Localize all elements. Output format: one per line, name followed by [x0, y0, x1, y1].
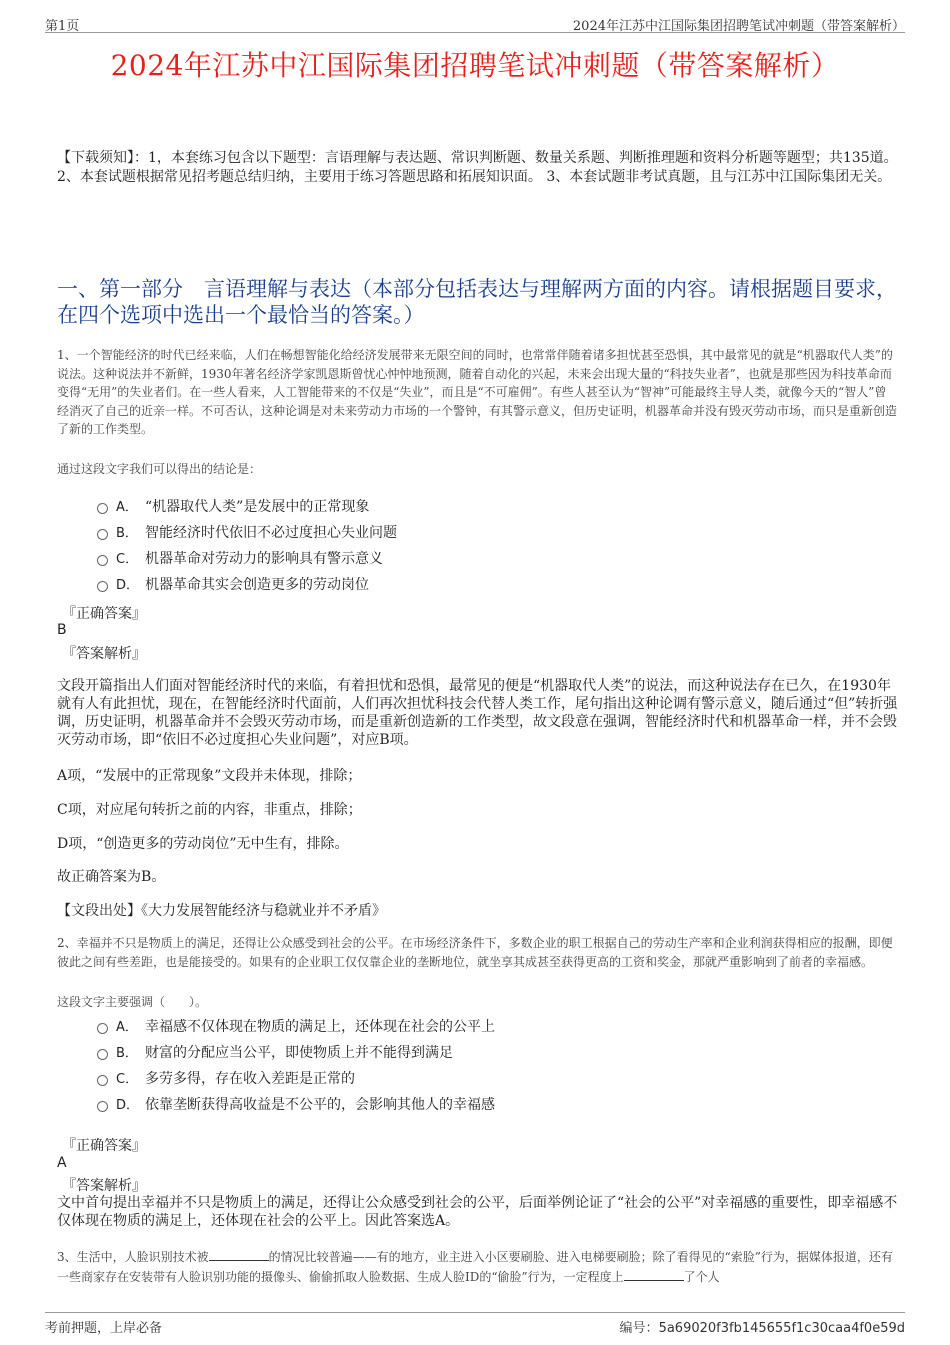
q3-blank-2 — [624, 1269, 684, 1281]
q1-note-d: D项，“创造更多的劳动岗位”无中生有，排除。 — [57, 836, 349, 852]
header-doc-title: 2024年江苏中江国际集团招聘笔试冲刺题（带答案解析） — [572, 19, 905, 34]
q1-conclusion: 故正确答案为B。 — [57, 869, 166, 885]
q2-analysis-label: 『答案解析』 — [62, 1178, 146, 1194]
q1-analysis: 文段开篇指出人们面对智能经济时代的来临，有着担忧和恐惧，最常见的便是“机器取代人类”的说法，而这种说法存在已久，在1930年就有人有此担忧，现在，在智能经济时代面前，人们再次担忧科技会代替人类工作，尾句指出这种论调有警示意义，随后通过“但”转折强调，历史证明，机器革命并不会毁灭劳动市场，而是重新创造新的工作类型，故文段意在强调，智能经济时代和机器革命一样，并不会毁灭劳动市场，即“依旧不必过度担心失业问题”，对应B项。 — [57, 678, 898, 748]
q2-analysis: 文中首句提出幸福并不只是物质上的满足，还得让公众感受到社会的公平，后面举例论证了“社会的公平”对幸福感的重要性，即幸福感不仅体现在物质的满足上，还体现在社会的公平上。因此答案选A。 — [57, 1195, 898, 1229]
radio-icon[interactable] — [97, 1075, 108, 1086]
radio-icon[interactable] — [97, 1023, 108, 1034]
radio-icon[interactable] — [97, 555, 108, 566]
radio-icon[interactable] — [97, 503, 108, 514]
radio-icon[interactable] — [97, 581, 108, 592]
radio-icon[interactable] — [97, 1049, 108, 1060]
q2-stem: 2、幸福并不只是物质上的满足，还得让公众感受到社会的公平。在市场经济条件下，多数企业的职工根据自己的劳动生产率和企业利润获得相应的报酬，即便彼此之间有些差距，也是能接受的。如果有的企业职工仅仅靠企业的垄断地位，就坐享其成甚至获得更高的工资和奖金，那就严重影响到了前者的幸福感。 — [57, 936, 893, 969]
q1-note-a: A项，“发展中的正常现象”文段并未体现，排除； — [57, 768, 362, 784]
q3-blank-1 — [209, 1249, 269, 1261]
q1-answer: B — [57, 622, 67, 638]
q1-answer-label: 『正确答案』 — [62, 606, 146, 622]
section-title: 一、第一部分 言语理解与表达（本部分包括表达与理解两方面的内容。请根据题目要求，在四个选项中选出一个最恰当的答案。） — [57, 277, 897, 327]
page-number: 第1页 — [45, 19, 80, 34]
page-footer — [45, 1312, 905, 1335]
q1-note-c: C项，对应尾句转折之前的内容，非重点，排除； — [57, 802, 362, 818]
q1-stem: 1、一个智能经济的时代已经来临，人们在畅想智能化给经济发展带来无限空间的同时，也常常伴随着诸多担忧甚至恐惧，其中最常见的就是“机器取代人类”的说法。这种说法并不新鲜，1930年著名经济学家凯恩斯曾忧心忡忡地预测，随着自动化的兴起，未来会出现大量的“科技失业者”，也就是那些因为科技革命而变得“无用”的失业者们。在一些人看来，人工智能带来的不仅是“失业”，而且是“不可雇佣”。有些人甚至认为“智神”可能最终主导人类，就像今天的“智人”曾经消灭了自己的近亲一样。不可否认，这种论调是对未来劳动力市场的一个警钟，有其警示意义，但历史证明，机器革命并没有毁灭劳动市场，而只是重新创造了新的工作类型。 — [57, 348, 898, 436]
q1-analysis-label: 『答案解析』 — [62, 646, 146, 662]
q2-prompt: 这段文字主要强调（ ）。 — [57, 995, 208, 1009]
radio-icon[interactable] — [97, 529, 108, 540]
page-header — [45, 12, 905, 33]
radio-icon[interactable] — [97, 1101, 108, 1112]
footer-slogan: 考前押题，上岸必备 — [45, 1321, 163, 1336]
footer-code: 编号：5a69020f3fb145655f1c30caa4f0e59d — [619, 1321, 905, 1336]
q3-stem: 3、生活中，人脸识别技术被 的情况比较普遍——有的地方，业主进入小区要刷脸、进入电梯要刷脸；除了看得见的“索脸”行为，据媒体报道，还有一些商家存在安装带有人脸识别功能的摄像头、偷偷抓取人脸数据、生成人脸ID的“偷脸”行为，一定程度上 了个人 — [57, 1250, 893, 1284]
q2-answer: A — [57, 1155, 67, 1171]
q1-prompt: 通过这段文字我们可以得出的结论是： — [57, 462, 262, 476]
q2-answer-label: 『正确答案』 — [62, 1138, 146, 1154]
document-title: 2024年江苏中江国际集团招聘笔试冲刺题（带答案解析） — [110, 49, 840, 82]
q1-source: 【文段出处】《大力发展智能经济与稳就业并不矛盾》 — [57, 903, 386, 919]
download-notice: 【下载须知】：1，本套练习包含以下题型：言语理解与表达题、常识判断题、数量关系题、判断推理题和资料分析题等题型；共135道。 2、本套试题根据常见招考题总结归纳，主要用于练习答题思路和拓展知识面。 3、本套试题非考试真题，且与江苏中江国际集团无关。 — [57, 150, 898, 185]
